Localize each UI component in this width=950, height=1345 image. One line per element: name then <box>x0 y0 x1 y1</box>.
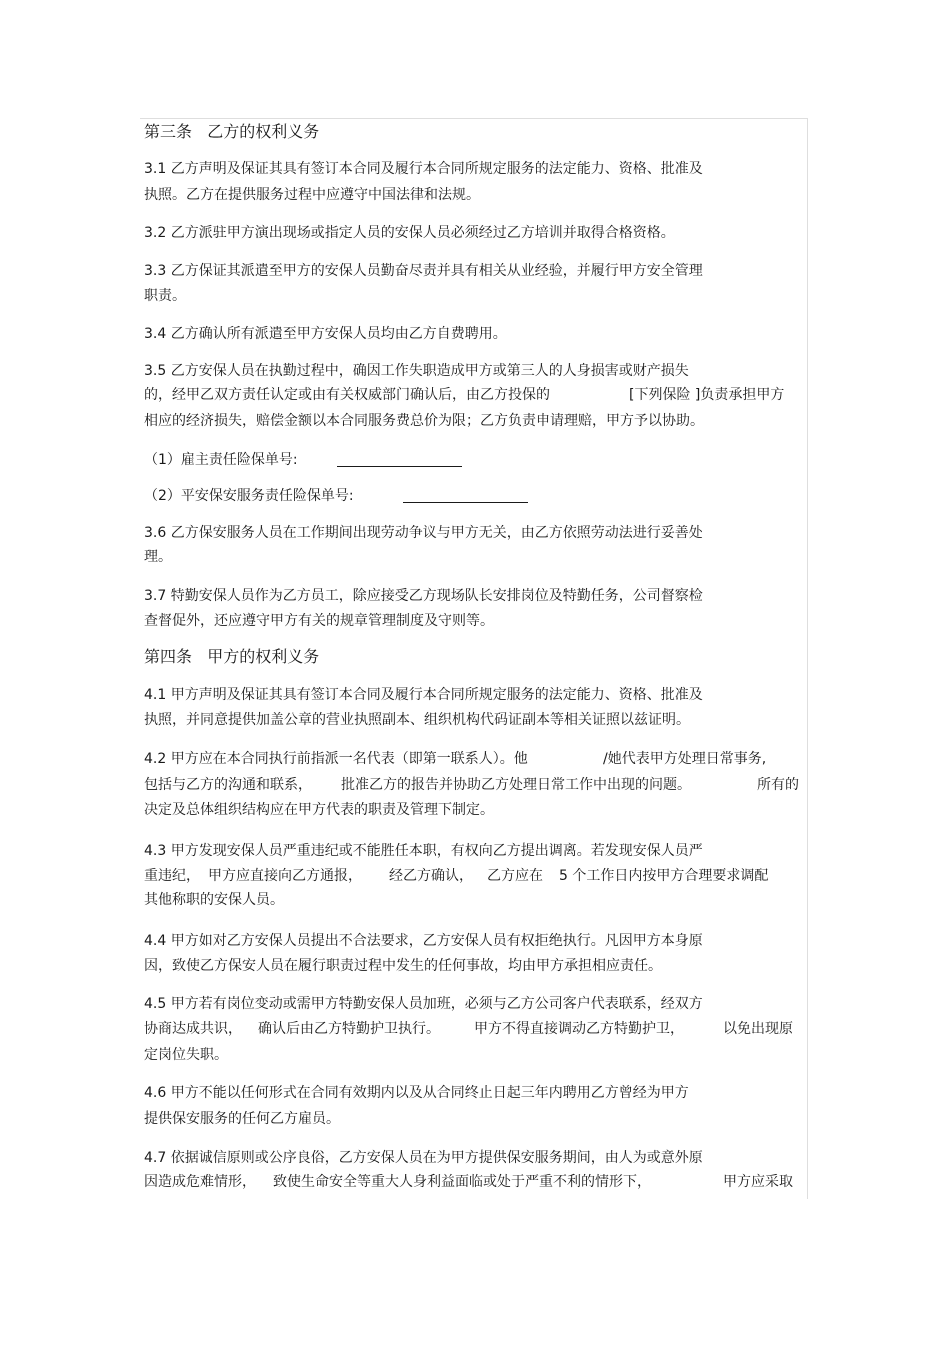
clause-3-3: 3.3 乙方保证其派遣至甲方的安保人员勤奋尽责并具有相关从业经验，并履行甲方安全管理 <box>144 263 703 279</box>
clause-4-3-end: 其他称职的安保人员。 <box>144 892 284 908</box>
clause-3-5-end: 相应的经济损失，赔偿金额以本合同服务费总价为限；乙方负责申请理赔，甲方予以协助。 <box>144 413 704 429</box>
clause-4-2-cont: 包括与乙方的沟通和联系， <box>144 777 312 793</box>
clause-4-3-cont-2: 甲方应直接向乙方通报， <box>208 868 362 884</box>
clause-3-7-cont: 查督促外，还应遵守甲方有关的规章管理制度及守则等。 <box>144 613 494 629</box>
clause-3-5-insurance-ref: [下列保险 ]负责承担甲方 <box>629 387 785 403</box>
insurance-item-2-blank <box>403 502 528 503</box>
clause-3-2: 3.2 乙方派驻甲方演出现场或指定人员的安保人员必须经过乙方培训并取得合格资格。 <box>144 225 675 241</box>
clause-3-1-cont: 执照。乙方在提供服务过程中应遵守中国法律和法规。 <box>144 187 480 203</box>
clause-4-7-cont-3: 甲方应采取 <box>723 1174 793 1190</box>
clause-4-5: 4.5 甲方若有岗位变动或需甲方特勤安保人员加班，必须与乙方公司客户代表联系，经双方 <box>144 996 703 1012</box>
clause-4-5-cont-3: 甲方不得直接调动乙方特勤护卫， <box>474 1021 684 1037</box>
section-4-heading: 第四条 甲方的权利义务 <box>144 647 320 666</box>
clause-4-5-cont-1: 协商达成共识， <box>144 1021 242 1037</box>
clause-4-4: 4.4 甲方如对乙方安保人员提出不合法要求，乙方安保人员有权拒绝执行。凡因甲方本身原 <box>144 933 703 949</box>
clause-3-7: 3.7 特勤安保人员作为乙方员工，除应接受乙方现场队长安排岗位及特勤任务，公司督察检 <box>144 588 703 604</box>
clause-4-7: 4.7 依据诚信原则或公序良俗，乙方安保人员在为甲方提供保安服务期间，由人为或意外原 <box>144 1150 703 1166</box>
clause-3-6: 3.6 乙方保安服务人员在工作期间出现劳动争议与甲方无关，由乙方依照劳动法进行妥善处 <box>144 525 703 541</box>
clause-4-4-cont: 因，致使乙方保安人员在履行职责过程中发生的任何事故，均由甲方承担相应责任。 <box>144 958 662 974</box>
insurance-item-2-label: （2）平安保安服务责任险保单号: <box>144 488 354 504</box>
clause-4-1: 4.1 甲方声明及保证其具有签订本合同及履行本合同所规定服务的法定能力、资格、批准及 <box>144 687 703 703</box>
clause-3-4: 3.4 乙方确认所有派遣至甲方安保人员均由乙方自费聘用。 <box>144 326 507 342</box>
clause-4-3-cont-5: 5 个工作日内按甲方合理要求调配 <box>559 868 769 884</box>
clause-4-2-cont-3: 所有的 <box>757 777 799 793</box>
clause-3-6-cont: 理。 <box>144 549 172 565</box>
section-3-heading: 第三条 乙方的权利义务 <box>144 122 320 141</box>
clause-3-1: 3.1 乙方声明及保证其具有签订本合同及履行本合同所规定服务的法定能力、资格、批准及 <box>144 161 703 177</box>
clause-4-5-cont-4: 以免出现原 <box>723 1021 793 1037</box>
clause-4-3-cont-1: 重违纪， <box>144 868 200 884</box>
clause-4-7-cont-1: 因造成危难情形， <box>144 1174 256 1190</box>
insurance-item-1-blank <box>337 466 462 467</box>
clause-4-6: 4.6 甲方不能以任何形式在合同有效期内以及从合同终止日起三年内聘用乙方曾经为甲方 <box>144 1085 689 1101</box>
clause-4-2-end: 决定及总体组织结构应在甲方代表的职责及管理下制定。 <box>144 802 494 818</box>
clause-4-1-cont: 执照，并同意提供加盖公章的营业执照副本、组织机构代码证副本等相关证照以兹证明。 <box>144 712 690 728</box>
clause-4-6-cont: 提供保安服务的任何乙方雇员。 <box>144 1111 340 1127</box>
clause-4-2: 4.2 甲方应在本合同执行前指派一名代表（即第一联系人）。他 <box>144 751 528 767</box>
clause-4-5-cont-2: 确认后由乙方特勤护卫执行。 <box>258 1021 440 1037</box>
clause-4-3: 4.3 甲方发现安保人员严重违纪或不能胜任本职，有权向乙方提出调离。若发现安保人员严 <box>144 843 703 859</box>
clause-3-3-cont: 职责。 <box>144 288 186 304</box>
insurance-item-1-label: （1）雇主责任险保单号: <box>144 452 298 468</box>
clause-4-7-cont-2: 致使生命安全等重大人身利益面临或处于严重不利的情形下， <box>273 1174 651 1190</box>
clause-4-2-cont-2: 批准乙方的报告并协助乙方处理日常工作中出现的问题。 <box>341 777 691 793</box>
clause-4-2-part: /她代表甲方处理日常事务, <box>603 751 767 767</box>
clause-4-3-cont-3: 经乙方确认， <box>389 868 473 884</box>
clause-3-5: 3.5 乙方安保人员在执勤过程中，确因工作失职造成甲方或第三人的人身损害或财产损失 <box>144 363 689 379</box>
clause-4-3-cont-4: 乙方应在 <box>487 868 543 884</box>
clause-3-5-cont: 的，经甲乙双方责任认定或由有关权威部门确认后，由乙方投保的 <box>144 387 550 403</box>
clause-4-5-end: 定岗位失职。 <box>144 1047 228 1063</box>
